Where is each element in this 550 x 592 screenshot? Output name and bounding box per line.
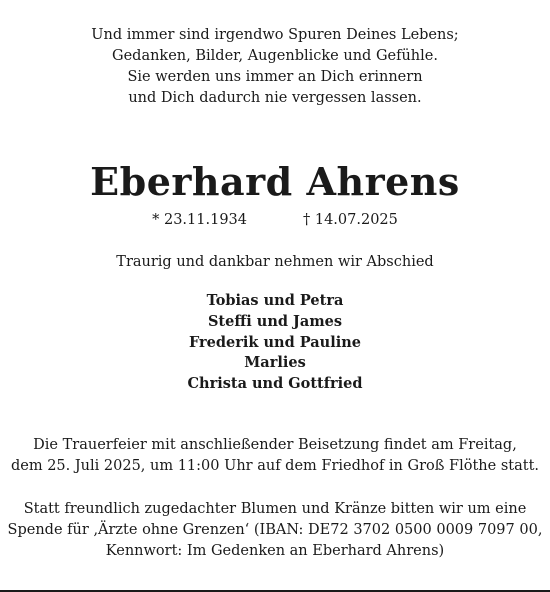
death-date: † 14.07.2025 [303, 212, 398, 228]
donation-line: Spende für ‚Ärzte ohne Grenzen‘ (IBAN: DE72 3702 0500 0009 7097 00, [7, 522, 543, 538]
deceased-name: Eberhard Ahrens [90, 159, 460, 204]
donation-line: Kennwort: Im Gedenken an Eberhard Ahrens) [105, 543, 445, 559]
poem-line: Gedanken, Bilder, Augenblicke und Gefühle. [112, 48, 438, 64]
poem-line: und Dich dadurch nie vergessen lassen. [128, 90, 422, 106]
poem-line: Sie werden uns immer an Dich erinnern [127, 69, 423, 85]
family-member: Tobias und Petra [206, 292, 344, 309]
family-member: Steffi und James [207, 313, 343, 330]
family-member: Marlies [244, 354, 306, 371]
life-dates [0, 210, 550, 230]
family-member: Christa und Gottfried [187, 375, 363, 392]
farewell-text: Traurig und dankbar nehmen wir Abschied [116, 254, 434, 270]
poem-line: Und immer sind irgendwo Spuren Deines Lebens; [91, 27, 459, 43]
birth-date: * 23.11.1934 [152, 212, 247, 228]
funeral-line: Die Trauerfeier mit anschließender Beisetzung findet am Freitag, [33, 437, 517, 453]
funeral-line: dem 25. Juli 2025, um 11:00 Uhr auf dem Friedhof in Groß Flöthe statt. [10, 458, 540, 474]
donation-line: Statt freundlich zugedachter Blumen und Kränze bitten wir um eine [23, 501, 527, 517]
family-member: Frederik und Pauline [188, 334, 362, 351]
